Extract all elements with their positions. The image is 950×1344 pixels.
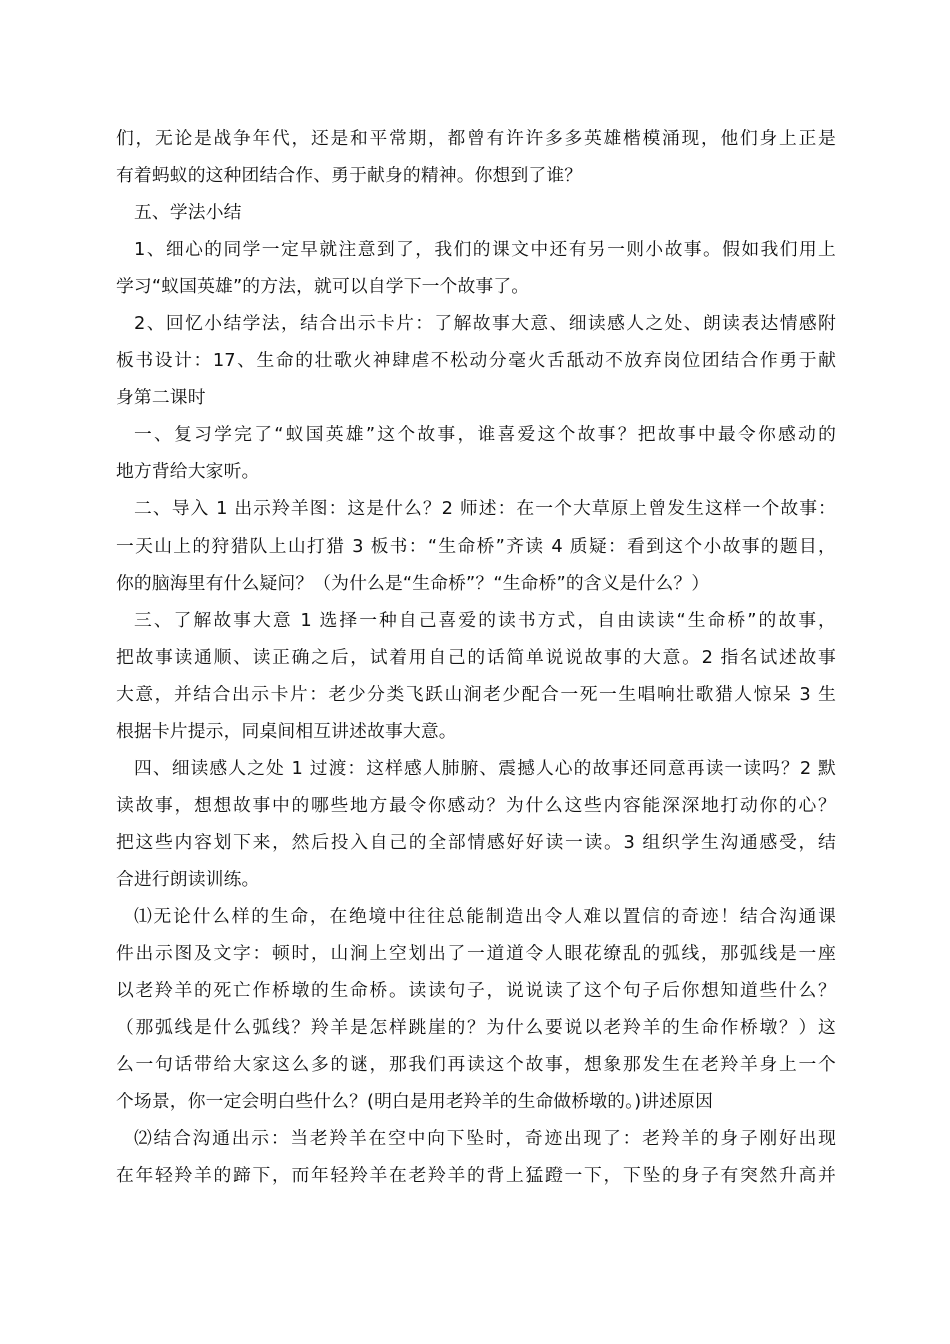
text-line: ⑵结合沟通出示：当老羚羊在空中向下坠时，奇迹出现了：老羚羊的身子刚好出现 [134, 1128, 836, 1150]
text-line: 把故事读通顺、读正确之后，试着用自己的话简单说说故事的大意。2 指名试述故事 [116, 646, 836, 668]
text-line: （那弧线是什么弧线？羚羊是怎样跳崖的？为什么要说以老羚羊的生命作桥墩？）这 [116, 1017, 836, 1039]
text-line: 么一句话带给大家这么多的谜，那我们再读这个故事，想象那发生在老羚羊身上一个 [116, 1054, 836, 1076]
text-line: 读故事，想想故事中的哪些地方最令你感动？为什么这些内容能深深地打动你的心？ [116, 794, 836, 816]
text-line: 把这些内容划下来，然后投入自己的全部情感好好读一读。3 组织学生沟通感受，结 [116, 831, 836, 853]
text-line: 三、了解故事大意 1 选择一种自己喜爱的读书方式，自由读读“生命桥”的故事， [134, 609, 836, 631]
text-line: 件出示图及文字：顿时，山涧上空划出了一道道令人眼花缭乱的弧线，那弧线是一座 [116, 943, 836, 965]
text-line: 一、复习学完了“蚁国英雄”这个故事，谁喜爱这个故事？把故事中最令你感动的 [134, 424, 836, 446]
text-line: 学习“蚁国英雄”的方法，就可以自学下一个故事了。 [116, 276, 530, 298]
text-line: 一天山上的狩猎队上山打猎 3 板书：“生命桥”齐读 4 质疑：看到这个小故事的题目， [116, 535, 836, 557]
text-line: 地方背给大家听。 [116, 461, 260, 483]
text-line: 四、细读感人之处 1 过渡：这样感人肺腑、震撼人心的故事还同意再读一读吗？2 默 [134, 757, 836, 779]
text-line: 根据卡片提示，同桌间相互讲述故事大意。 [116, 720, 457, 742]
text-line: 二、导入 1 出示羚羊图：这是什么？2 师述：在一个大草原上曾发生这样一个故事： [134, 498, 836, 520]
text-line: 以老羚羊的死亡作桥墩的生命桥。读读句子，说说读了这个句子后你想知道些什么？ [116, 980, 836, 1002]
text-line: 你的脑海里有什么疑问？（为什么是“生命桥”？“生命桥”的含义是什么？） [116, 572, 710, 594]
text-line: 个场景，你一定会明白些什么？(明白是用老羚羊的生命做桥墩的。)讲述原因 [116, 1091, 714, 1113]
text-line: 在年轻羚羊的蹄下，而年轻羚羊在老羚羊的背上猛蹬一下，下坠的身子有突然升高并 [116, 1165, 836, 1187]
text-line: 们，无论是战争年代，还是和平常期，都曾有许许多多英雄楷模涌现，他们身上正是 [116, 128, 836, 149]
text-line: ⑴无论什么样的生命，在绝境中往往总能制造出令人难以置信的奇迹！结合沟通课 [134, 905, 836, 927]
section-heading: 五、学法小结 [134, 202, 242, 224]
text-line: 有着蚂蚁的这种团结合作、勇于献身的精神。你想到了谁？ [116, 165, 583, 187]
text-line: 身第二课时 [116, 387, 206, 409]
text-line: 2、回忆小结学法，结合出示卡片：了解故事大意、细读感人之处、朗读表达情感附 [134, 313, 836, 335]
document-body [116, 120, 836, 1194]
text-line: 1、细心的同学一定早就注意到了，我们的课文中还有另一则小故事。假如我们用上 [134, 239, 836, 261]
text-line: 合进行朗读训练。 [116, 868, 260, 890]
text-line: 大意，并结合出示卡片：老少分类飞跃山涧老少配合一死一生唱响壮歌猎人惊呆 3 生 [116, 683, 836, 705]
text-line: 板书设计：17、生命的壮歌火神肆虐不松动分毫火舌舐动不放弃岗位团结合作勇于献 [116, 350, 836, 372]
